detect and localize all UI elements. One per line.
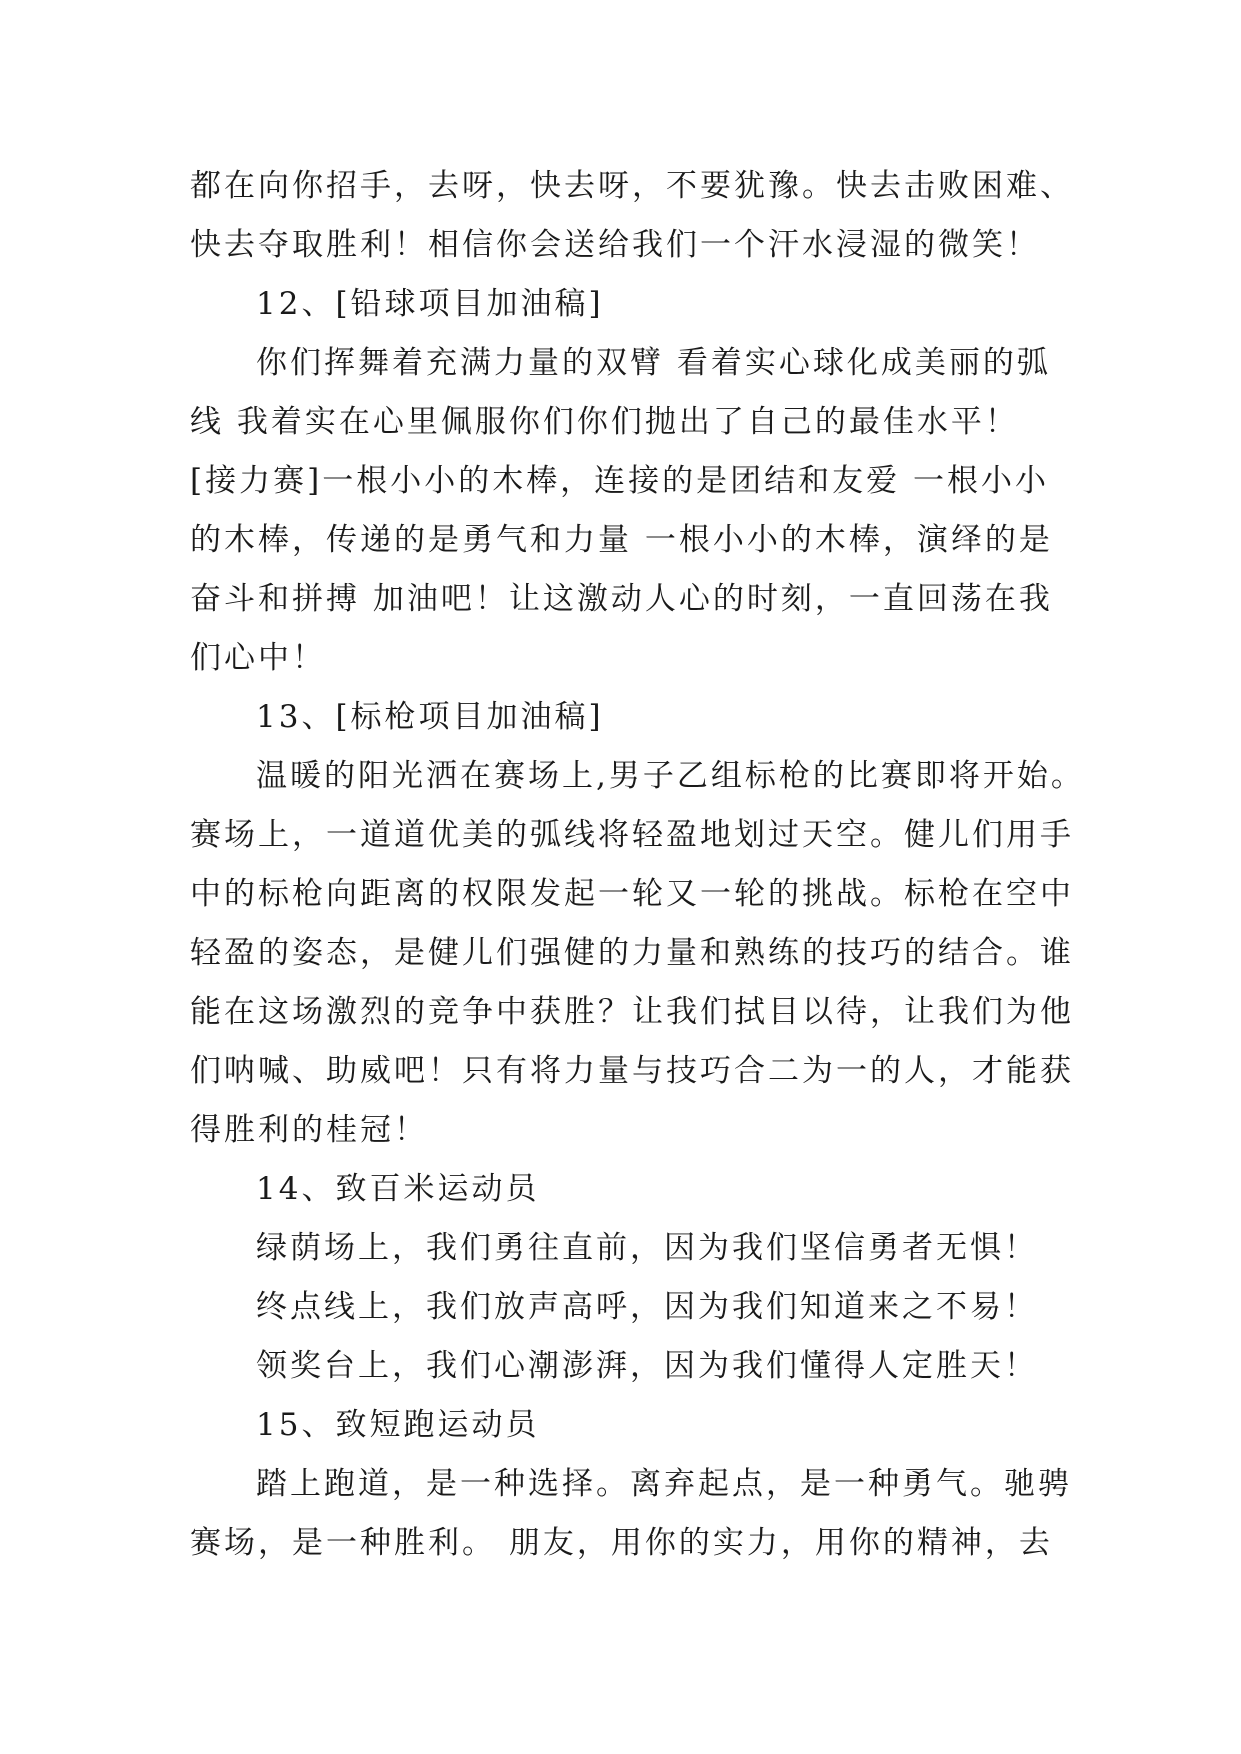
text-line: 你们挥舞着充满力量的双臂 看着实心球化成美丽的弧 — [256, 345, 1051, 381]
text-line: 赛场上，一道道优美的弧线将轻盈地划过天空。健儿们用手 — [190, 817, 1074, 853]
text-line: 12、[铅球项目加油稿] — [256, 286, 604, 322]
text-line: 踏上跑道，是一种选择。离弃起点，是一种勇气。驰骋 — [256, 1466, 1072, 1502]
text-line: 都在向你招手，去呀，快去呀，不要犹豫。快去击败困难、 — [190, 168, 1074, 204]
text-line: 奋斗和拼搏 加油吧！让这激动人心的时刻，一直回荡在我 — [190, 581, 1053, 617]
text-line: 快去夺取胜利！相信你会送给我们一个汗水浸湿的微笑！ — [190, 227, 1040, 263]
text-line: 15、致短跑运动员 — [256, 1407, 540, 1443]
text-line: 终点线上，我们放声高呼，因为我们知道来之不易！ — [256, 1289, 1038, 1325]
document-body — [190, 157, 1085, 1573]
text-line: [接力赛]一根小小的木棒，连接的是团结和友爱 一根小小 — [190, 463, 1050, 499]
text-line: 中的标枪向距离的权限发起一轮又一轮的挑战。标枪在空中 — [190, 876, 1074, 912]
text-line: 13、[标枪项目加油稿] — [256, 699, 604, 735]
text-line: 温暖的阳光洒在赛场上,男子乙组标枪的比赛即将开始。 — [256, 758, 1085, 794]
text-line: 们呐喊、助威吧！只有将力量与技巧合二为一的人，才能获 — [190, 1053, 1074, 1089]
text-line: 轻盈的姿态，是健儿们强健的力量和熟练的技巧的结合。谁 — [190, 935, 1074, 971]
text-line: 能在这场激烈的竞争中获胜？让我们拭目以待，让我们为他 — [190, 994, 1074, 1030]
text-line: 的木棒，传递的是勇气和力量 一根小小的木棒，演绎的是 — [190, 522, 1053, 558]
text-line: 们心中！ — [190, 640, 326, 676]
text-line: 绿荫场上，我们勇往直前，因为我们坚信勇者无惧！ — [256, 1230, 1038, 1266]
text-line: 线 我着实在心里佩服你们你们抛出了自己的最佳水平！ — [190, 404, 1019, 440]
text-line: 14、致百米运动员 — [256, 1171, 540, 1207]
text-line: 赛场，是一种胜利。 朋友，用你的实力，用你的精神，去 — [190, 1525, 1053, 1561]
text-line: 领奖台上，我们心潮澎湃，因为我们懂得人定胜天！ — [256, 1348, 1038, 1384]
text-line: 得胜利的桂冠！ — [190, 1112, 428, 1148]
